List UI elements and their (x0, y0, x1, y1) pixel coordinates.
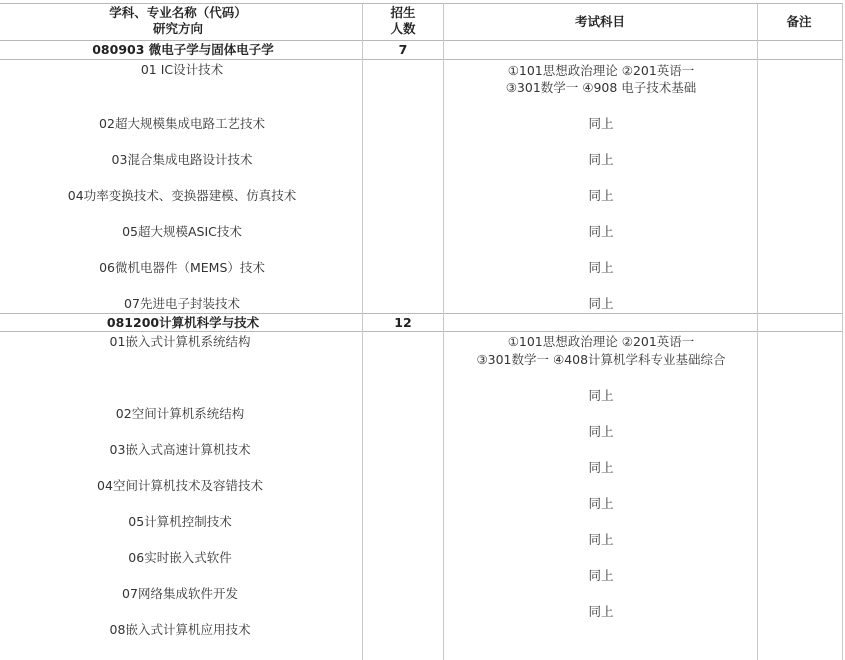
direction-item: 06微机电器件（MEMS）技术 (99, 260, 265, 275)
direction-item: 08嵌入式计算机应用技术 (109, 622, 251, 637)
header-enroll-label: 招生 (390, 5, 416, 20)
header-subject-label: 学科、专业名称（代码） (109, 5, 247, 20)
direction-item: 03嵌入式高速计算机技术 (109, 442, 251, 457)
exam-subjects-line: ①101思想政治理论 ②201英语一 (507, 334, 695, 349)
direction-item: 07网络集成软件开发 (122, 586, 238, 601)
section-border (0, 59, 842, 60)
direction-item: 06实时嵌入式软件 (128, 550, 232, 565)
same-as-above: 同上 (588, 568, 614, 583)
exam-subjects-line: ③301数学一 ④908 电子技术基础 (505, 80, 697, 95)
same-as-above: 同上 (588, 604, 614, 619)
same-as-above: 同上 (588, 116, 614, 131)
same-as-above: 同上 (588, 460, 614, 475)
direction-item: 02空间计算机系统结构 (115, 406, 245, 421)
column-border (842, 3, 843, 660)
direction-item: 07先进电子封装技术 (124, 296, 240, 311)
column-border (362, 3, 363, 660)
same-as-above: 同上 (588, 224, 614, 239)
direction-item: 04空间计算机技术及容错技术 (97, 478, 263, 493)
header-direction-label: 研究方向 (152, 21, 204, 36)
direction-item: 05超大规模ASIC技术 (122, 224, 242, 239)
section-border (0, 313, 842, 314)
same-as-above: 同上 (588, 496, 614, 511)
section-name: 081200计算机科学与技术 (106, 315, 260, 330)
same-as-above: 同上 (588, 260, 614, 275)
direction-item: 03混合集成电路设计技术 (111, 152, 253, 167)
section-count: 12 (394, 315, 412, 330)
exam-subjects-line: ①101思想政治理论 ②201英语一 (507, 63, 695, 78)
header-count-label: 人数 (390, 21, 416, 36)
table-border-top (0, 3, 842, 4)
exam-subjects-line: ③301数学一 ④408计算机学科专业基础综合 (476, 352, 726, 367)
header-remark-label: 备注 (786, 14, 812, 29)
direction-item: 01 IC设计技术 (140, 62, 224, 77)
same-as-above: 同上 (588, 188, 614, 203)
same-as-above: 同上 (588, 532, 614, 547)
header-exam-label: 考试科目 (574, 14, 626, 29)
section-count: 7 (398, 42, 408, 57)
same-as-above: 同上 (588, 152, 614, 167)
section-name: 080903 微电子学与固体电子学 (92, 42, 274, 57)
direction-item: 02超大规模集成电路工艺技术 (99, 116, 265, 131)
direction-item: 05计算机控制技术 (128, 514, 232, 529)
section-border (0, 331, 842, 332)
column-border (443, 3, 444, 660)
same-as-above: 同上 (588, 388, 614, 403)
same-as-above: 同上 (588, 424, 614, 439)
direction-item: 04功率变换技术、变换器建模、仿真技术 (67, 188, 297, 203)
header-bottom-border (0, 40, 842, 41)
same-as-above: 同上 (588, 296, 614, 311)
column-border (757, 3, 758, 660)
direction-item: 01嵌入式计算机系统结构 (109, 334, 251, 349)
